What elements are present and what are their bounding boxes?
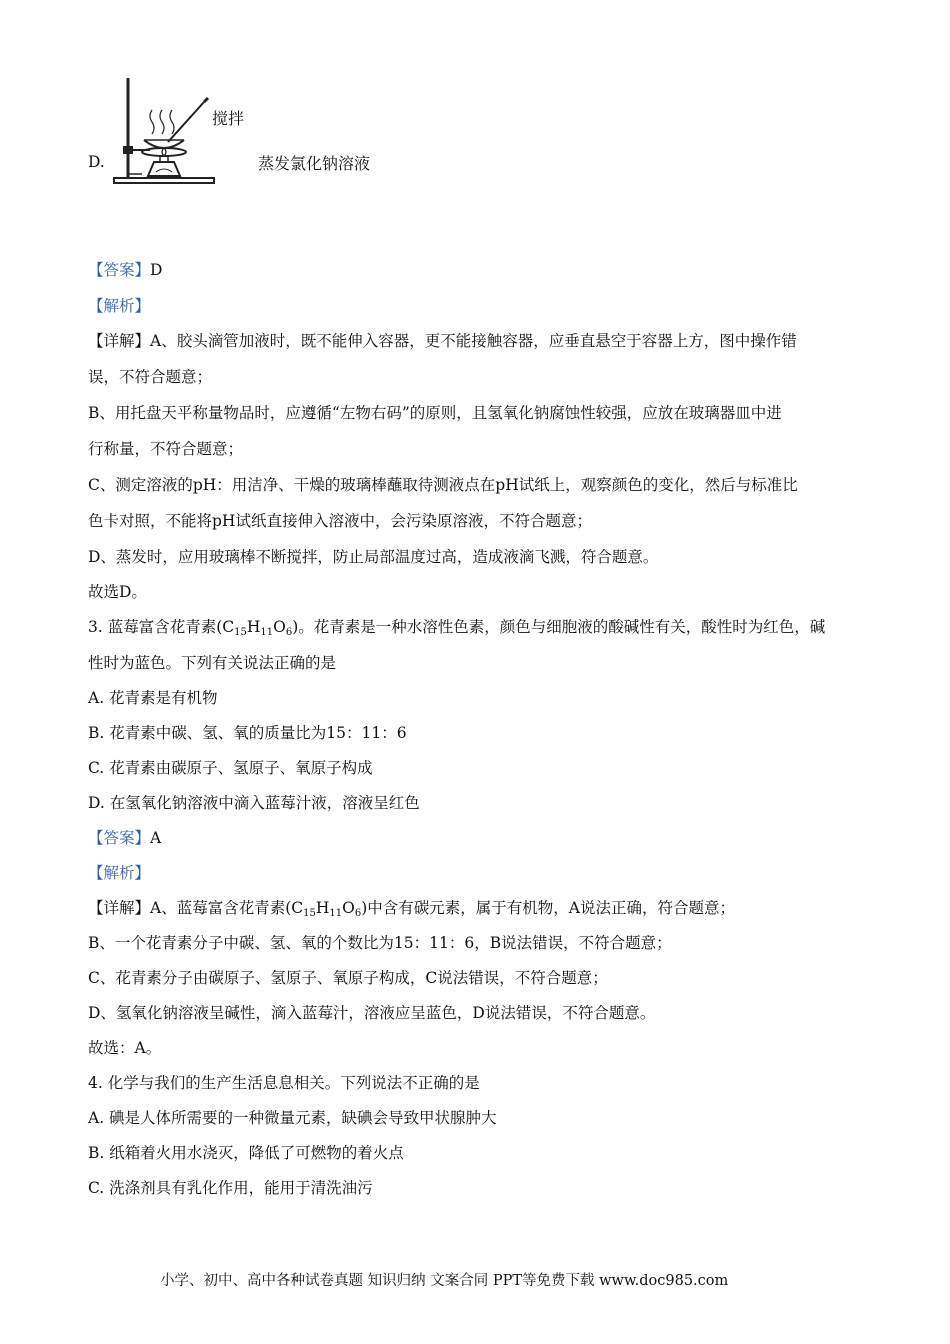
detail-text: A、蓝莓富含花青素(C — [150, 899, 304, 917]
stir-label: 搅拌 — [212, 109, 245, 128]
subscript: 15 — [303, 908, 316, 919]
q3-option-c: C. 花青素由碳原子、氢原子、氧原子构成 — [88, 759, 373, 777]
q3-option-b: B. 花青素中碳、氢、氧的质量比为15：11：6 — [88, 724, 407, 742]
q3-stem-text: H — [246, 618, 261, 636]
q2-detail-line: B、用托盘天平称量物品时，应遵循“左物右码”的原则，且氢氧化钠腐蚀性较强，应放在玻璃器皿中进 — [88, 404, 782, 422]
subscript: 11 — [260, 627, 274, 638]
q3-detail-line: C、花青素分子由碳原子、氢原子、氧原子构成，C说法错误，不符合题意； — [88, 969, 608, 987]
answer-value: D — [150, 261, 163, 279]
subscript: 6 — [354, 908, 362, 919]
subscript: 15 — [234, 627, 247, 638]
q2-conclusion: 故选D。 — [88, 583, 147, 601]
q4-option-a: A. 碘是人体所需要的一种微量元素，缺碘会导致甲状腺肿大 — [88, 1109, 497, 1127]
q2-answer — [88, 260, 162, 280]
q2-detail-line: 行称量，不符合题意； — [88, 440, 244, 458]
q4-stem: 4. 化学与我们的生产生活息息相关。下列说法不正确的是 — [88, 1074, 480, 1092]
q3-detail-line: D、氢氧化钠溶液呈碱性，滴入蓝莓汁，溶液应呈蓝色，D说法错误，不符合题意。 — [88, 1004, 656, 1022]
answer-tag: 【答案】 — [88, 829, 151, 847]
q4-option-c: C. 洗涤剂具有乳化作用，能用于清洗油污 — [88, 1179, 373, 1197]
page-footer: 小学、初中、高中各种试卷真题 知识归纳 文案合同 PPT等免费下载 www.doc985.com — [160, 1273, 729, 1289]
q3-option-a: A. 花青素是有机物 — [88, 689, 218, 707]
option-d-label: D. — [88, 153, 105, 171]
q3-stem-line2: 性时为蓝色。下列有关说法正确的是 — [88, 654, 337, 672]
q2-detail-line — [88, 331, 797, 351]
q3-analysis-tag: 【解析】 — [88, 864, 151, 882]
q2-analysis-tag: 【解析】 — [88, 297, 151, 315]
detail-text: H — [315, 899, 330, 917]
detail-text: A、胶头滴管加液时，既不能伸入容器，更不能接触容器，应垂直悬空于容器上方，图中操作错 — [150, 332, 797, 350]
answer-tag: 【答案】 — [88, 261, 151, 279]
q2-detail-line: 误，不符合题意； — [88, 368, 213, 386]
detail-tag: 【详解】 — [88, 332, 151, 350]
evaporation-apparatus-figure — [108, 76, 248, 188]
q2-detail-line: C、测定溶液的pH：用洁净、干燥的玻璃棒蘸取待测液点在pH试纸上，观察颜色的变化，然后与标准比 — [88, 476, 798, 494]
subscript: 11 — [329, 908, 343, 919]
q3-option-d: D. 在氢氧化钠溶液中滴入蓝莓汁液，溶液呈红色 — [88, 794, 420, 812]
q2-detail-line: D、蒸发时，应用玻璃棒不断搅拌，防止局部温度过高，造成液滴飞溅，符合题意。 — [88, 548, 659, 566]
subscript: 6 — [285, 627, 293, 638]
q3-detail-line: B、一个花青素分子中碳、氢、氧的个数比为15：11：6，B说法错误，不符合题意； — [88, 934, 672, 952]
q3-stem-text: )。花青素是一种水溶性色素，颜色与细胞液的酸碱性有关，酸性时为红色，碱 — [292, 618, 826, 636]
q3-stem — [88, 617, 825, 643]
detail-tag: 【详解】 — [88, 899, 151, 917]
q4-option-b: B. 纸箱着火用水浇灭，降低了可燃物的着火点 — [88, 1144, 404, 1162]
option-d-caption: 蒸发氯化钠溶液 — [258, 154, 371, 173]
detail-text: )中含有碳元素，属于有机物，A说法正确，符合题意； — [361, 899, 735, 917]
detail-text: O — [342, 899, 355, 917]
q3-conclusion: 故选：A。 — [88, 1039, 162, 1057]
q3-detail-line — [88, 898, 735, 924]
q2-detail-line: 色卡对照，不能将pH试纸直接伸入溶液中，会污染原溶液，不符合题意； — [88, 512, 592, 530]
q3-stem-text: O — [273, 618, 286, 636]
answer-value: A — [150, 829, 162, 847]
q3-answer — [88, 828, 161, 848]
q3-stem-text: 3. 蓝莓富含花青素(C — [88, 618, 235, 636]
